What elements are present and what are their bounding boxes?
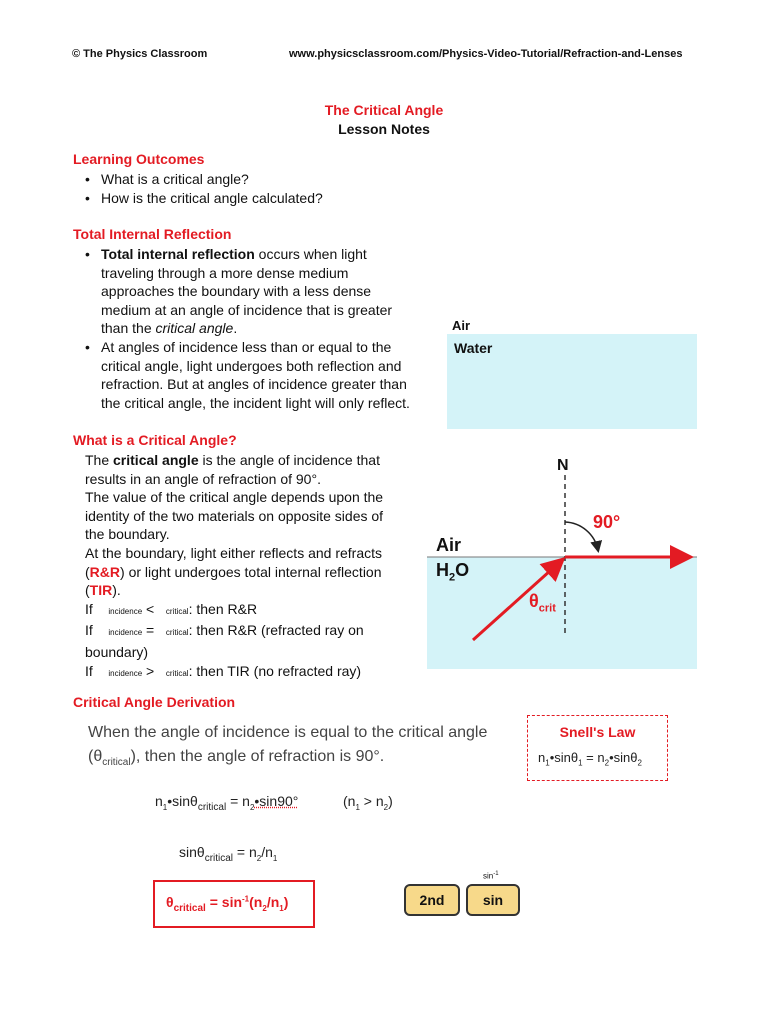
text: ), then the angle of refraction is 90°. <box>130 748 385 765</box>
text: occurs when light <box>254 246 367 262</box>
snells-law-title: Snell's Law <box>559 724 636 740</box>
theta-crit-label <box>529 591 556 615</box>
source-url[interactable]: www.physicsclassroom.com/Physics-Video-Tutorial/Refraction-and-Lenses <box>289 48 683 60</box>
calculator-sin-key[interactable]: sin <box>466 884 520 916</box>
text: > n <box>359 793 384 809</box>
derivation-heading: Critical Angle Derivation <box>73 694 236 710</box>
text: sin <box>483 871 494 881</box>
list-item: • What is a critical angle? <box>73 170 323 189</box>
text: When the angle of incidence is equal to the critical angle <box>88 724 488 741</box>
snells-law-equation <box>538 750 642 768</box>
text: (n <box>249 894 263 910</box>
subscript: 1 <box>162 802 168 812</box>
text: medium at an angle of incidence that is greater <box>101 301 393 318</box>
text: The value of the critical angle depends upon the <box>85 489 384 506</box>
tir-term: TIR <box>89 582 113 599</box>
text: sinθ <box>179 844 205 860</box>
text: θ <box>529 591 539 611</box>
text: If <box>85 622 93 639</box>
subscript: 2 <box>249 802 255 812</box>
tir-heading: Total Internal Reflection <box>73 226 232 242</box>
page-subtitle: Lesson Notes <box>338 121 430 137</box>
text: /n <box>266 894 280 910</box>
text: ) <box>388 793 393 809</box>
list-item <box>73 245 443 338</box>
operator: = <box>226 793 243 809</box>
subscript: incidence <box>108 668 143 678</box>
text: is the angle of incidence that <box>198 452 380 468</box>
figure-water-label: Water <box>454 340 493 356</box>
tir-term: Total internal reflection <box>101 246 255 262</box>
text: •sinθ <box>549 750 579 765</box>
text: n <box>155 793 163 809</box>
subscript: critical <box>165 668 189 678</box>
subscript: 1 <box>272 853 278 863</box>
list-item <box>73 338 443 412</box>
text: identity of the two materials on opposite sides of <box>85 507 384 524</box>
list-item: • How is the critical angle calculated? <box>73 189 323 208</box>
subscript: 2 <box>449 571 456 584</box>
text: ). <box>112 582 121 599</box>
text: ( <box>85 582 90 599</box>
final-equation <box>166 894 288 914</box>
condition-row <box>85 662 425 684</box>
condition-row <box>85 600 425 622</box>
text: /n <box>261 844 273 860</box>
text: At the boundary, light either reflects and refracts <box>85 544 383 561</box>
text: ) <box>283 894 289 910</box>
critical-angle-text <box>85 451 425 683</box>
diagram-air-label: Air <box>436 535 462 555</box>
superscript: -1 <box>242 894 250 904</box>
calculator-2nd-key[interactable]: 2nd <box>404 884 460 916</box>
text: results in an angle of refraction of 90°. <box>85 470 321 487</box>
operator: = <box>582 750 598 765</box>
normal-label: N <box>557 457 569 474</box>
text: = n <box>233 844 257 860</box>
text: If <box>85 662 93 679</box>
subscript: incidence <box>108 606 143 616</box>
subscript: incidence <box>108 628 143 638</box>
superscript: -1 <box>493 871 499 877</box>
text: •sinθ <box>609 750 638 765</box>
subscript: 2 <box>637 758 642 768</box>
text: n <box>597 750 605 765</box>
subscript: critical <box>165 628 189 638</box>
text: (θ <box>88 748 103 765</box>
tir-list <box>73 245 443 412</box>
subscript: 2 <box>256 853 262 863</box>
text: : then TIR (no refracted ray) <box>188 662 362 679</box>
text: traveling through a more dense medium <box>101 264 349 281</box>
text: •sinθ <box>167 793 198 809</box>
text: (n <box>343 793 356 809</box>
text: O <box>455 560 470 580</box>
text: than the <box>101 320 156 337</box>
diagram-h2o-label <box>436 560 469 584</box>
rr-term: R&R <box>89 563 121 580</box>
text: •sin90° <box>254 793 299 809</box>
subscript: 1 <box>578 758 583 768</box>
subscript: critical <box>102 757 131 769</box>
text: refraction. But at angles of incidence greater than <box>101 376 407 393</box>
critical-angle-heading: What is a Critical Angle? <box>73 432 237 448</box>
text: : then R&R <box>188 600 258 617</box>
text: approaches the boundary with a less dense <box>101 283 372 300</box>
text: : then R&R (refracted ray on <box>188 622 364 639</box>
text: = sin <box>205 894 243 910</box>
text: • At angles of incidence less than or equal to the <box>101 338 392 355</box>
subscript: critical <box>197 801 227 813</box>
text: the boundary. <box>85 526 170 543</box>
subscript: critical <box>204 852 234 864</box>
text: n <box>538 750 546 765</box>
subscript: crit <box>538 602 556 615</box>
copyright: © The Physics Classroom <box>72 48 208 60</box>
critical-angle-term: critical angle <box>113 452 199 468</box>
learning-outcomes-list <box>73 170 323 207</box>
operator: < <box>146 600 155 617</box>
operator: = <box>146 622 155 639</box>
text: ) or light undergoes total internal reflection <box>120 563 382 580</box>
text: . <box>233 320 238 337</box>
text: The <box>85 452 114 468</box>
subscript: 2 <box>604 758 610 768</box>
text: ( <box>85 563 90 580</box>
subscript: 2 <box>262 903 267 913</box>
equation-2 <box>179 844 277 864</box>
derivation-intro <box>88 721 487 775</box>
subscript: 1 <box>355 802 360 812</box>
text: the critical angle, the incident light will only reflect. <box>101 394 410 411</box>
text: If <box>85 600 93 617</box>
ninety-degree-label: 90° <box>593 512 621 532</box>
text: n <box>242 793 250 809</box>
page-title: The Critical Angle <box>324 102 444 118</box>
critical-angle-term: critical angle <box>155 320 234 337</box>
text: boundary) <box>85 643 149 660</box>
figure-air-label: Air <box>452 318 471 333</box>
text: critical angle, light undergoes both reflection and <box>101 357 402 374</box>
operator: > <box>146 662 155 679</box>
index-condition <box>343 793 393 812</box>
subscript: 2 <box>383 802 389 812</box>
text: H <box>436 560 449 580</box>
text: θ <box>166 894 174 910</box>
inverse-sine-label <box>483 871 499 881</box>
subscript: critical <box>165 606 189 616</box>
subscript: 1 <box>279 903 284 913</box>
subscript: critical <box>173 902 206 914</box>
equation-1 <box>155 793 298 813</box>
learning-outcomes-heading: Learning Outcomes <box>73 151 205 167</box>
subscript: 1 <box>545 758 550 768</box>
condition-row <box>85 621 425 643</box>
